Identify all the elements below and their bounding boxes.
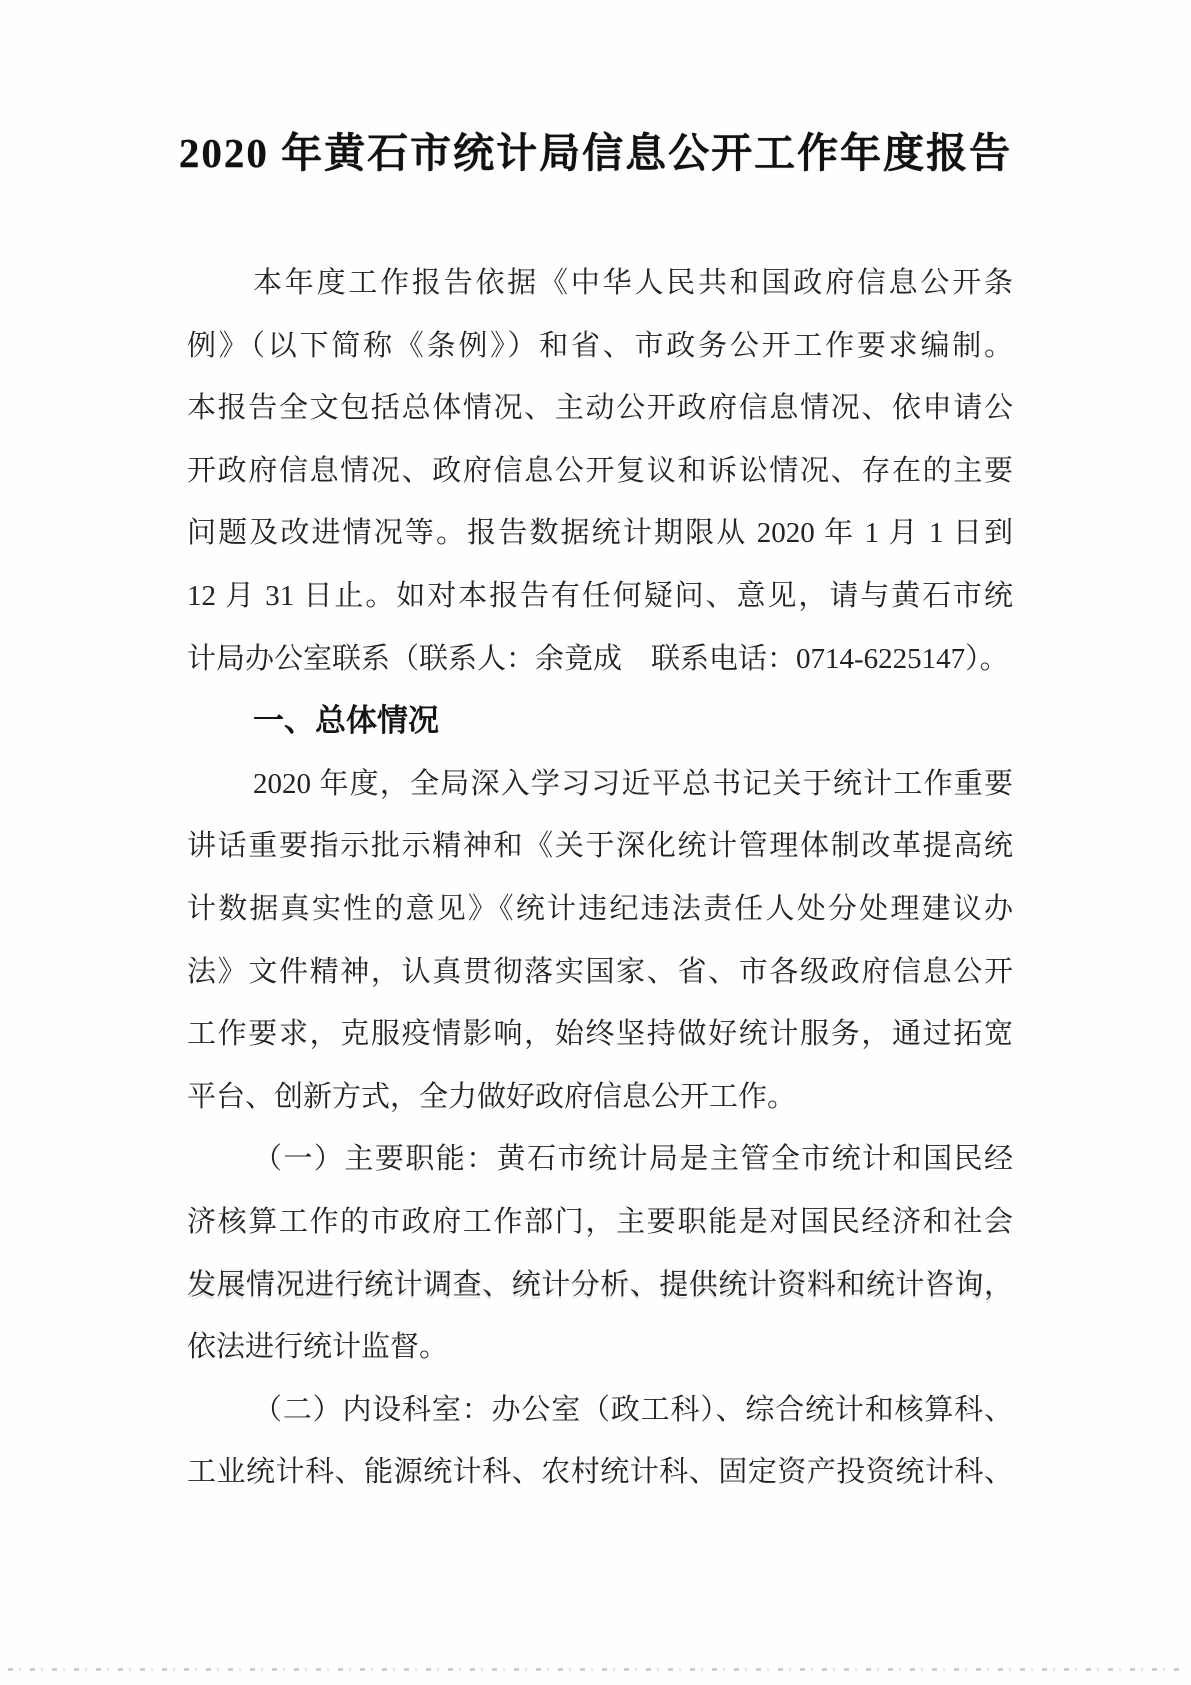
document-body — [187, 252, 1013, 1504]
document-line: 工作要求，克服疫情影响，始终坚持做好统计服务，通过拓宽 — [187, 1018, 1013, 1051]
document-line: （二）内设科室：办公室（政工科）、综合统计和核算科、 — [253, 1393, 1013, 1426]
scan-noise-line — [8, 1668, 1185, 1671]
document-line: 例》（以下简称《条例》）和省、市政务公开工作要求编制。 — [187, 329, 1013, 362]
document-line: 工业统计科、能源统计科、农村统计科、固定资产投资统计科、 — [187, 1456, 1013, 1489]
document-line: 济核算工作的市政府工作部门，主要职能是对国民经济和社会 — [187, 1205, 1013, 1238]
document-line: 计局办公室联系（联系人：余竟成 联系电话：0714-6225147）。 — [187, 642, 1009, 675]
document-title: 2020 年黄石市统计局信息公开工作年度报告 — [178, 130, 1013, 176]
document-line: 本年度工作报告依据《中华人民共和国政府信息公开条 — [253, 267, 1013, 299]
document-line: 本报告全文包括总体情况、主动公开政府信息情况、依申请公 — [187, 392, 1013, 425]
document-line: 平台、创新方式，全力做好政府信息公开工作。 — [187, 1080, 797, 1113]
section-heading: 一、总体情况 — [253, 703, 439, 739]
document-line: 2020 年度，全局深入学习习近平总书记关于统计工作重要 — [253, 767, 1013, 800]
document-line: 讲话重要指示批示精神和《关于深化统计管理体制改革提高统 — [187, 830, 1013, 863]
document-line: （一）主要职能：黄石市统计局是主管全市统计和国民经 — [253, 1143, 1013, 1176]
document-line: 问题及改进情况等。报告数据统计期限从 2020 年 1 月 1 日到 — [187, 517, 1013, 550]
document-line: 开政府信息情况、政府信息公开复议和诉讼情况、存在的主要 — [187, 454, 1013, 487]
document-line: 法》文件精神，认真贯彻落实国家、省、市各级政府信息公开 — [187, 955, 1013, 988]
document-line: 发展情况进行统计调查、统计分析、提供统计资料和统计咨询， — [187, 1268, 1013, 1301]
document-line: 12 月 31 日止。如对本报告有任何疑问、意见，请与黄石市统 — [187, 579, 1013, 612]
document-line: 依法进行统计监督。 — [187, 1331, 449, 1364]
document-line: 计数据真实性的意见》《统计违纪违法责任人处分处理建议办 — [187, 892, 1013, 925]
